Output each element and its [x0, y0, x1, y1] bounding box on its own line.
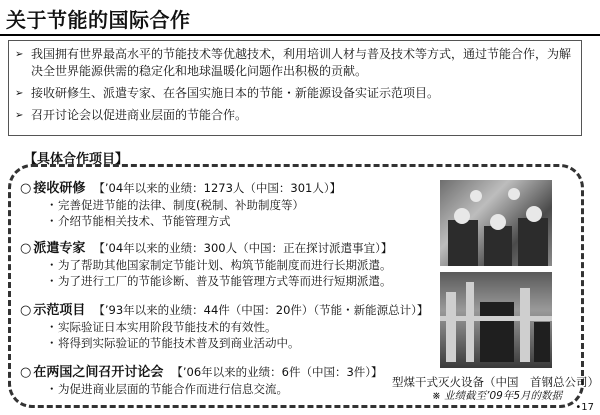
intro-bullet-text: 召开讨论会以促进商业层面的节能合作。 — [31, 108, 248, 122]
project-sub-item: ・为了进行工厂的节能诊断、普及节能管理方式等而进行短期派遣。 — [46, 274, 392, 288]
intro-bullet — [15, 46, 573, 80]
title-divider — [0, 34, 600, 36]
project-item-seminars — [20, 364, 383, 397]
project-sub-text: 将得到实际验证的节能技术普及到商业活动中。 — [58, 336, 300, 350]
project-title: 示范项目 — [33, 303, 86, 318]
circle-bullet-icon: ○ — [20, 303, 32, 318]
project-stat: 【’93年以来的业绩：44件（中国：20件）（节能・新能源总计）】 — [93, 303, 429, 317]
project-item-trainees — [20, 180, 341, 229]
intro-bullet-text: 接收研修生、派遣专家、在各国实施日本的节能・新能源设备实证示范项目。 — [31, 86, 440, 100]
arrow-bullet-icon: ➢ — [15, 110, 24, 121]
project-title: 在两国之间召开讨论会 — [33, 365, 164, 380]
project-item-demonstration — [20, 302, 428, 351]
page-number-value: 17 — [581, 402, 594, 413]
project-stat: 【’04年以来的业绩：1273人（中国：301人）】 — [93, 181, 342, 195]
project-sub-text: 实际验证日本实用阶段节能技术的有效性。 — [58, 320, 277, 334]
project-sub-item: ・为促进商业层面的节能合作而进行信息交流。 — [46, 382, 288, 396]
coke-dry-quenching-equipment-photo — [440, 272, 552, 368]
project-sub-text: 为了帮助其他国家制定节能计划、构筑节能制度而进行长期派遣。 — [58, 258, 392, 272]
arrow-bullet-icon: ➢ — [15, 49, 24, 60]
project-item-experts — [20, 240, 392, 289]
section-label: 【具体合作项目】 — [24, 152, 129, 167]
intro-box — [8, 40, 582, 136]
project-stat: 【’06年以来的业绩：6件（中国：3件）】 — [171, 365, 383, 379]
photo-caption: 型煤干式灭火设备（中国 首钢总公司） — [392, 375, 599, 389]
project-sub-text: 为了进行工厂的节能诊断、普及节能管理方式等而进行短期派遣。 — [58, 274, 392, 288]
page-number: •17 — [575, 402, 594, 413]
arrow-bullet-icon: ➢ — [15, 88, 24, 99]
project-sub-text: 完善促进节能的法律、制度(税制、补助制度等） — [58, 198, 304, 212]
project-sub-item: ・介绍节能相关技术、节能管理方式 — [46, 214, 231, 228]
project-title: 派遣专家 — [33, 241, 86, 256]
data-note: ※ 业绩截至’09年5月的数据 — [432, 390, 563, 402]
intro-bullet-text: 我国拥有世界最高水平的节能技术等优越技术，利用培训人材与普及技术等方式，通过节能合作，为解决全世界能源供需的稳定化和地球温暖化问题作出积极的贡献。 — [31, 47, 572, 78]
circle-bullet-icon: ○ — [20, 181, 32, 196]
project-sub-item: ・完善促进节能的法律、制度(税制、补助制度等） — [46, 198, 304, 212]
training-photo — [440, 180, 552, 266]
circle-bullet-icon: ○ — [20, 241, 32, 256]
intro-bullet — [15, 107, 573, 124]
project-sub-item: ・将得到实际验证的节能技术普及到商业活动中。 — [46, 336, 300, 350]
project-sub-item: ・实际验证日本实用阶段节能技术的有效性。 — [46, 320, 277, 334]
project-sub-item: ・为了帮助其他国家制定节能计划、构筑节能制度而进行长期派遣。 — [46, 258, 392, 272]
project-sub-text: 为促进商业层面的节能合作而进行信息交流。 — [58, 382, 288, 396]
project-title: 接收研修 — [33, 181, 86, 196]
project-stat: 【’04年以来的业绩：300人（中国：正在探讨派遣事宜）】 — [93, 241, 393, 255]
circle-bullet-icon: ○ — [20, 365, 32, 380]
project-sub-text: 介绍节能相关技术、节能管理方式 — [58, 214, 231, 228]
intro-bullet — [15, 85, 573, 102]
page-title: 关于节能的国际合作 — [6, 8, 191, 32]
